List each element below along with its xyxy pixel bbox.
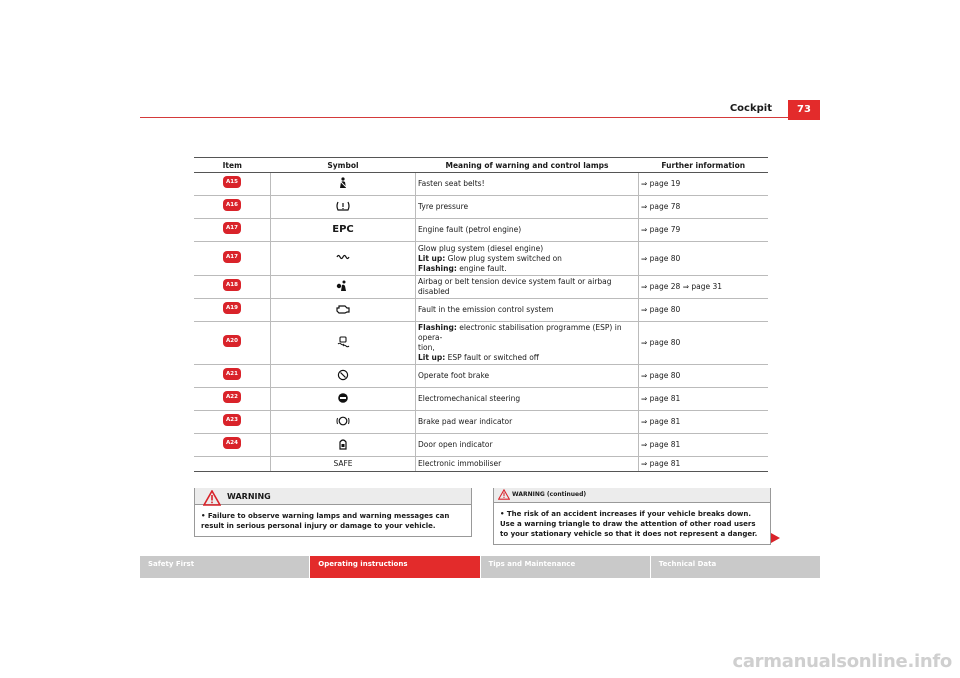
meaning-text: Electromechanical steering bbox=[418, 394, 521, 403]
door-open-icon bbox=[335, 438, 351, 450]
page-reference-link[interactable]: ⇒ page 19 bbox=[639, 173, 769, 196]
table-row bbox=[194, 276, 768, 299]
meaning-line bbox=[418, 277, 636, 297]
meaning-cell bbox=[416, 242, 639, 276]
meaning-cell bbox=[416, 322, 639, 365]
table-row bbox=[194, 219, 768, 242]
symbol-cell bbox=[271, 219, 416, 242]
epc-icon: EPC bbox=[332, 224, 354, 235]
page-reference-link[interactable]: ⇒ page 80 bbox=[639, 365, 769, 388]
warning-continued-box bbox=[493, 488, 771, 545]
item-badge: A21 bbox=[223, 368, 241, 380]
safe-label: SAFE bbox=[333, 459, 353, 468]
meaning-line bbox=[418, 459, 636, 469]
meaning-line bbox=[418, 353, 636, 363]
foot-brake-icon bbox=[335, 369, 351, 381]
col-header-symbol: Symbol bbox=[271, 158, 416, 173]
page-reference-link[interactable]: ⇒ page 78 bbox=[639, 196, 769, 219]
meaning-text: electronic stabilisation programme (ESP) in opera- bbox=[418, 323, 622, 342]
meaning-text: Glow plug system switched on bbox=[445, 253, 562, 263]
meaning-line bbox=[418, 202, 636, 212]
warning-box-header bbox=[195, 488, 471, 505]
item-badge: A22 bbox=[223, 391, 241, 403]
col-header-meaning: Meaning of warning and control lamps bbox=[416, 158, 639, 173]
symbol-cell bbox=[271, 299, 416, 322]
meaning-line bbox=[418, 371, 636, 381]
warning-box bbox=[194, 488, 472, 537]
meaning-cell bbox=[416, 219, 639, 242]
item-cell bbox=[194, 434, 271, 457]
item-cell bbox=[194, 196, 271, 219]
page-reference-link[interactable]: ⇒ page 80 bbox=[639, 299, 769, 322]
item-badge: A23 bbox=[223, 414, 241, 426]
meaning-line bbox=[418, 244, 636, 254]
footer-tab-technical-data[interactable]: Technical Data bbox=[651, 556, 820, 578]
meaning-text: Brake pad wear indicator bbox=[418, 417, 513, 426]
symbol-cell bbox=[271, 388, 416, 411]
page-reference-link[interactable]: ⇒ page 81 bbox=[639, 434, 769, 457]
meaning-text: tion, bbox=[418, 343, 435, 352]
item-badge: A19 bbox=[223, 302, 241, 314]
meaning-label: Lit up: bbox=[418, 353, 446, 362]
meaning-text: ESP fault or switched off bbox=[445, 353, 539, 362]
col-header-info: Further information bbox=[639, 158, 769, 173]
footer-tab-safety-first[interactable]: Safety First bbox=[140, 556, 309, 578]
warning-lamps-table bbox=[194, 157, 768, 472]
footer-nav bbox=[140, 556, 820, 578]
item-cell bbox=[194, 411, 271, 434]
warning-triangle-icon bbox=[498, 489, 510, 500]
table-row bbox=[194, 457, 768, 472]
tyre-pressure-icon bbox=[335, 200, 351, 212]
warning-triangle-icon bbox=[203, 490, 221, 506]
meaning-text: Fault in the emission control system bbox=[418, 305, 554, 314]
header-rule bbox=[140, 117, 790, 118]
item-cell bbox=[194, 322, 271, 365]
symbol-cell bbox=[271, 242, 416, 276]
steering-icon bbox=[335, 392, 351, 404]
symbol-cell bbox=[271, 196, 416, 219]
item-cell bbox=[194, 276, 271, 299]
meaning-cell bbox=[416, 388, 639, 411]
symbol-cell bbox=[271, 365, 416, 388]
warning-continued-title: WARNING (continued) bbox=[512, 491, 587, 498]
symbol-cell bbox=[271, 322, 416, 365]
meaning-cell bbox=[416, 457, 639, 472]
section-title: Cockpit bbox=[729, 103, 772, 114]
meaning-line bbox=[418, 305, 636, 315]
meaning-label: Flashing: bbox=[418, 323, 457, 332]
meaning-label: Lit up: bbox=[418, 253, 446, 263]
meaning-label: Flashing: bbox=[418, 263, 457, 273]
table-row bbox=[194, 299, 768, 322]
brake-pad-icon bbox=[335, 415, 351, 427]
footer-tab-operating-instructions[interactable]: Operating instructions bbox=[310, 556, 479, 578]
meaning-text: Tyre pressure bbox=[418, 202, 469, 211]
symbol-cell bbox=[271, 276, 416, 299]
meaning-line bbox=[418, 254, 636, 264]
engine-emission-icon bbox=[335, 303, 351, 315]
meaning-text: Airbag or belt tension device system fault or airbag disabled bbox=[418, 277, 612, 296]
item-badge: A20 bbox=[223, 335, 241, 347]
table-header-row bbox=[194, 158, 768, 173]
item-cell bbox=[194, 242, 271, 276]
page-reference-link[interactable]: ⇒ page 80 bbox=[639, 242, 769, 276]
symbol-cell bbox=[271, 411, 416, 434]
meaning-cell bbox=[416, 434, 639, 457]
glow-plug-icon bbox=[335, 251, 351, 263]
meaning-cell bbox=[416, 276, 639, 299]
page-reference-link[interactable]: ⇒ page 81 bbox=[639, 411, 769, 434]
item-badge: A18 bbox=[223, 279, 241, 291]
meaning-text: Engine fault (petrol engine) bbox=[418, 225, 522, 234]
item-badge: A15 bbox=[223, 176, 241, 188]
page-header bbox=[140, 100, 820, 120]
symbol-cell bbox=[271, 457, 416, 472]
symbol-cell bbox=[271, 434, 416, 457]
table-row bbox=[194, 196, 768, 219]
meaning-text: Door open indicator bbox=[418, 440, 493, 449]
meaning-cell bbox=[416, 365, 639, 388]
table-row bbox=[194, 365, 768, 388]
meaning-line bbox=[418, 417, 636, 427]
meaning-text: engine fault. bbox=[456, 263, 507, 273]
meaning-cell bbox=[416, 196, 639, 219]
meaning-line bbox=[418, 323, 636, 343]
meaning-cell bbox=[416, 299, 639, 322]
seatbelt-icon bbox=[335, 177, 351, 189]
symbol-cell bbox=[271, 173, 416, 196]
meaning-text: Fasten seat belts! bbox=[418, 179, 485, 188]
table-row bbox=[194, 242, 768, 276]
meaning-text: Electronic immobiliser bbox=[418, 459, 502, 468]
item-cell bbox=[194, 388, 271, 411]
col-header-item: Item bbox=[194, 158, 271, 173]
warning-title: WARNING bbox=[227, 492, 271, 501]
item-badge: A17 bbox=[223, 222, 241, 234]
page-reference-link[interactable]: ⇒ page 28 ⇒ page 31 bbox=[639, 276, 769, 299]
meaning-cell bbox=[416, 173, 639, 196]
item-badge: A17 bbox=[223, 251, 241, 263]
meaning-line bbox=[418, 179, 636, 189]
item-cell bbox=[194, 457, 271, 472]
meaning-line bbox=[418, 343, 636, 353]
page-reference-link[interactable]: ⇒ page 81 bbox=[639, 388, 769, 411]
meaning-cell bbox=[416, 411, 639, 434]
esp-icon bbox=[335, 336, 351, 348]
page-number: 73 bbox=[788, 100, 820, 120]
continue-arrow-icon bbox=[771, 533, 780, 543]
meaning-line bbox=[418, 225, 636, 235]
item-cell bbox=[194, 365, 271, 388]
meaning-line bbox=[418, 440, 636, 450]
meaning-text: Glow plug system (diesel engine) bbox=[418, 243, 544, 253]
item-cell bbox=[194, 173, 271, 196]
item-badge: A24 bbox=[223, 437, 241, 449]
page-reference-link[interactable]: ⇒ page 79 bbox=[639, 219, 769, 242]
page-reference-link[interactable]: ⇒ page 81 bbox=[639, 457, 769, 472]
table-row bbox=[194, 388, 768, 411]
warning-continued-text: • The risk of an accident increases if your vehicle breaks down. Use a warning triangle to draw the attention of other road users to your stationary vehicle so that it does not represent a danger. bbox=[500, 510, 758, 538]
item-badge: A16 bbox=[223, 199, 241, 211]
item-cell bbox=[194, 219, 271, 242]
watermark: carmanualsonline.info bbox=[732, 651, 952, 672]
table-row bbox=[194, 411, 768, 434]
page-reference-link[interactable]: ⇒ page 80 bbox=[639, 322, 769, 365]
warning-continued-header bbox=[494, 488, 770, 503]
table-row bbox=[194, 434, 768, 457]
item-cell bbox=[194, 299, 271, 322]
footer-tab-tips-maintenance[interactable]: Tips and Maintenance bbox=[481, 556, 650, 578]
table-row bbox=[194, 322, 768, 365]
meaning-line bbox=[418, 394, 636, 404]
airbag-icon bbox=[335, 280, 351, 292]
warning-text: • Failure to observe warning lamps and warning messages can result in serious personal injury or damage to your vehicle. bbox=[201, 512, 450, 530]
meaning-line bbox=[418, 264, 636, 274]
meaning-text: Operate foot brake bbox=[418, 371, 490, 380]
table-row bbox=[194, 173, 768, 196]
